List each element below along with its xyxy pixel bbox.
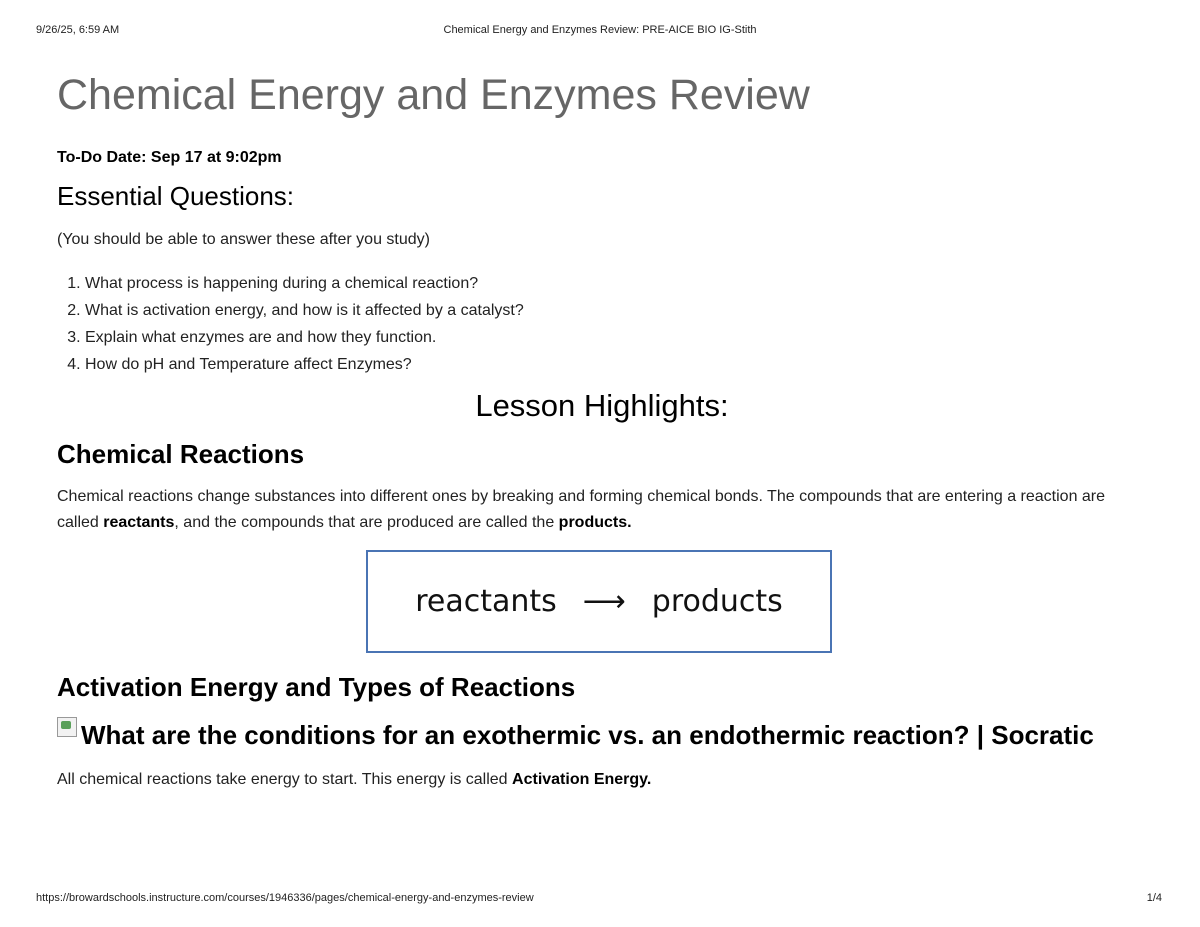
- activation-energy-heading: Activation Energy and Types of Reactions: [57, 672, 576, 702]
- chemical-reactions-heading: Chemical Reactions: [57, 439, 305, 469]
- activation-energy-paragraph: [57, 769, 1147, 791]
- page-content: [57, 68, 1147, 791]
- todo-date: To-Do Date: Sep 17 at 9:02pm: [57, 149, 282, 166]
- diagram-reactants-label: reactants: [415, 584, 557, 619]
- list-item: 4. How do pH and Temperature affect Enzymes?: [85, 351, 1147, 378]
- print-date: 9/26/25, 6:59 AM: [36, 24, 120, 36]
- essential-questions-note: (You should be able to answer these after you study): [57, 231, 430, 248]
- arrow-right-icon: ⟶: [582, 584, 626, 619]
- lesson-highlights-heading: Lesson Highlights:: [475, 388, 729, 423]
- paragraph-text: , and the compounds that are produced are called the: [174, 514, 559, 531]
- chemical-reactions-paragraph: [57, 484, 1147, 536]
- activation-energy-term: Activation Energy.: [512, 771, 652, 788]
- diagram-products-label: products: [651, 584, 783, 619]
- reaction-diagram: [366, 550, 832, 653]
- broken-image-icon: [57, 717, 77, 737]
- broken-image: [57, 719, 1147, 751]
- page-number: 1/4: [1146, 892, 1162, 904]
- page-title: Chemical Energy and Enzymes Review: [57, 71, 810, 119]
- paragraph-text: Chemical reactions change substances into different ones by breaking and forming chemical bonds. The compounds that are entering a reaction are called: [57, 488, 1106, 531]
- list-item: 3. Explain what enzymes are and how they function.: [85, 324, 1147, 351]
- print-doc-title: Chemical Energy and Enzymes Review: PRE-AICE BIO IG-Stith: [443, 24, 757, 36]
- paragraph-text: All chemical reactions take energy to start. This energy is called: [57, 771, 513, 788]
- reactants-term: reactants: [103, 514, 175, 531]
- essential-questions-list: [57, 270, 1147, 378]
- broken-image-alt-text: What are the conditions for an exothermic vs. an endothermic reaction? | Socratic: [81, 720, 1094, 750]
- essential-questions-heading: Essential Questions:: [57, 181, 295, 211]
- list-item: 2. What is activation energy, and how is it affected by a catalyst?: [85, 297, 1147, 324]
- print-url: https://browardschools.instructure.com/courses/1946336/pages/chemical-energy-and-enzymes-review: [36, 892, 534, 904]
- products-term: products.: [558, 514, 632, 531]
- list-item: 1. What process is happening during a chemical reaction?: [85, 270, 1147, 297]
